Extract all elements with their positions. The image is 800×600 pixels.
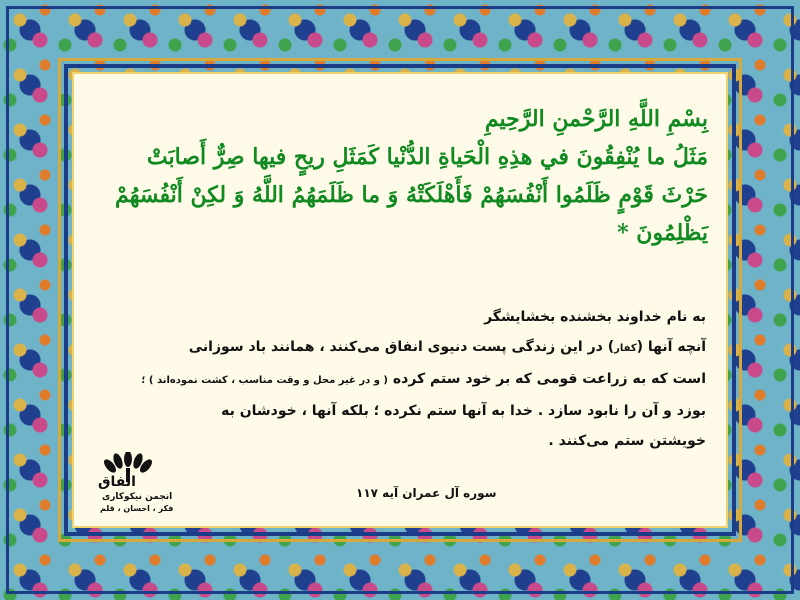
translation-line-1: به نام خداوند بخشنده بخشایشگر (484, 309, 706, 325)
translation-line-3-start: است که به زراعت قومی که بر خود ستم کرده (388, 371, 706, 387)
translation-line-3 (88, 364, 706, 396)
logo-motto: فکر ، احسان ، قلم (100, 504, 174, 513)
quran-line-3: يَظْلِمُونَ * (617, 220, 708, 246)
persian-translation (88, 302, 706, 456)
basmala: بِسْمِ اللَّهِ الرَّحْمنِ الرَّحِيمِ (484, 106, 708, 132)
content-panel (72, 72, 728, 528)
logo-title: انفاق (98, 474, 136, 490)
quran-line-2: حَرْثَ قَوْمٍ ظَلَمُوا أَنْفُسَهُمْ فَأَهْلَكَتْهُ وَ ما ظَلَمَهُمُ اللَّهُ وَ لكِنْ أَنْفُسَهُمْ (115, 182, 708, 208)
translation-line-2-note: کفار (614, 343, 637, 354)
translation-line-2-start: آنچه آنها ( (636, 339, 706, 355)
logo-subtitle: انجمن نیکوکاری (102, 492, 173, 502)
translation-line-5: خویشتن ستم می‌کنند . (548, 433, 706, 449)
translation-line-4: بوزد و آن را نابود سازد . خدا به آنها ستم نکرده ؛ بلکه آنها ، خودشان به (221, 403, 706, 419)
translation-line-2 (88, 332, 706, 364)
quran-line-1: مَثَلُ ما يُنْفِقُونَ في‏ هذِهِ الْحَياةِ الدُّنْيا كَمَثَلِ ريحٍ فيها صِرٌّ أَصابَتْ (146, 144, 708, 170)
quran-verse (88, 100, 708, 252)
translation-line-3-note: ( و در غیر محل و وقت مناسب ، کشت نموده‌اند ) ؛ (141, 375, 388, 386)
surah-reference: سوره آل عمران آیه ۱۱۷ (356, 486, 497, 500)
translation-line-2-end: ) در این زندگی پست دنیوی انفاق می‌کنند ، همانند باد سوزانی (188, 339, 615, 355)
